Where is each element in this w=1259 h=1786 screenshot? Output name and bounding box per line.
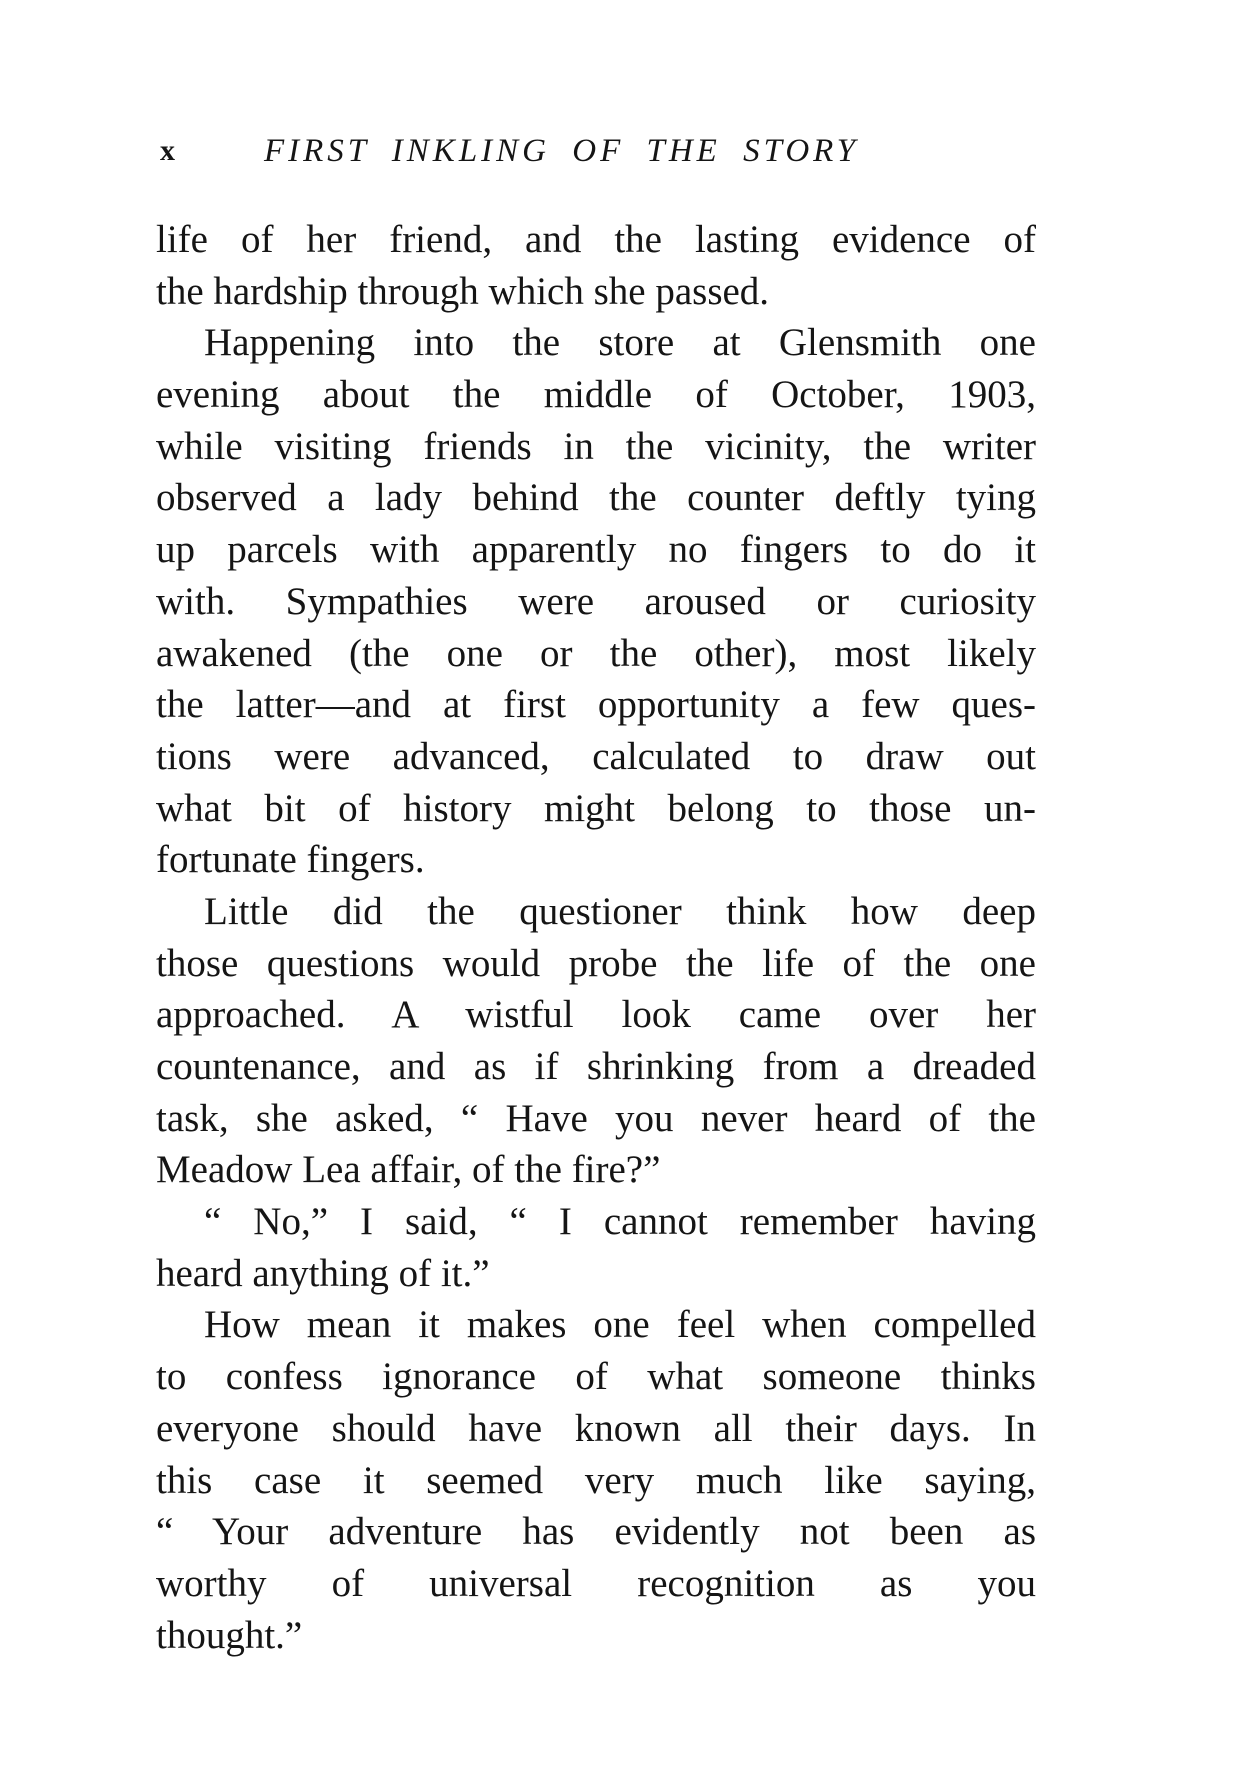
text-line: “ No,” I said, “ I cannot remember having (204, 1200, 1036, 1244)
text-line: observed a lady behind the counter deftly tying (156, 476, 1036, 520)
text-line: Little did the questioner think how deep (204, 889, 1036, 933)
text-line: with. Sympathies were aroused or curiosity (156, 579, 1036, 623)
text-line: How mean it makes one feel when compelled (204, 1303, 1036, 1347)
text-line: those questions would probe the life of the one (156, 941, 1036, 985)
text-line: this case it seemed very much like saying, (156, 1458, 1036, 1502)
body-text (156, 214, 1036, 1661)
text-line: Happening into the store at Glensmith one (204, 321, 1036, 365)
text-line: heard anything of it.” (156, 1251, 490, 1295)
text-line: task, she asked, “ Have you never heard of the (156, 1096, 1036, 1140)
text-line: countenance, and as if shrinking from a dreaded (156, 1045, 1036, 1088)
page-number: x (160, 134, 175, 167)
text-line: what bit of history might belong to those un- (156, 786, 1036, 830)
running-head (160, 126, 960, 176)
text-line: worthy of universal recognition as you (156, 1561, 1036, 1605)
text-line: up parcels with apparently no fingers to do it (156, 528, 1036, 572)
text-line: evening about the middle of October, 1903, (156, 373, 1036, 417)
text-line: while visiting friends in the vicinity, the writer (156, 424, 1036, 468)
text-line: approached. A wistful look came over her (156, 993, 1036, 1037)
text-line: “ Your adventure has evidently not been as (156, 1510, 1036, 1554)
text-line: the hardship through which she passed. (156, 269, 770, 313)
text-line: fortunate fingers. (156, 838, 425, 882)
text-line: to confess ignorance of what someone thinks (156, 1355, 1036, 1399)
text-line: Meadow Lea affair, of the fire?” (156, 1148, 661, 1192)
text-line: life of her friend, and the lasting evidence of (156, 218, 1036, 261)
text-line: thought.” (156, 1613, 303, 1657)
text-line: the latter—and at first opportunity a few ques- (156, 683, 1036, 727)
text-line: awakened (the one or the other), most likely (156, 631, 1036, 675)
text-line: everyone should have known all their days. In (156, 1406, 1036, 1450)
running-title: FIRST INKLING OF THE STORY (264, 133, 860, 169)
text-line: tions were advanced, calculated to draw out (156, 734, 1036, 778)
